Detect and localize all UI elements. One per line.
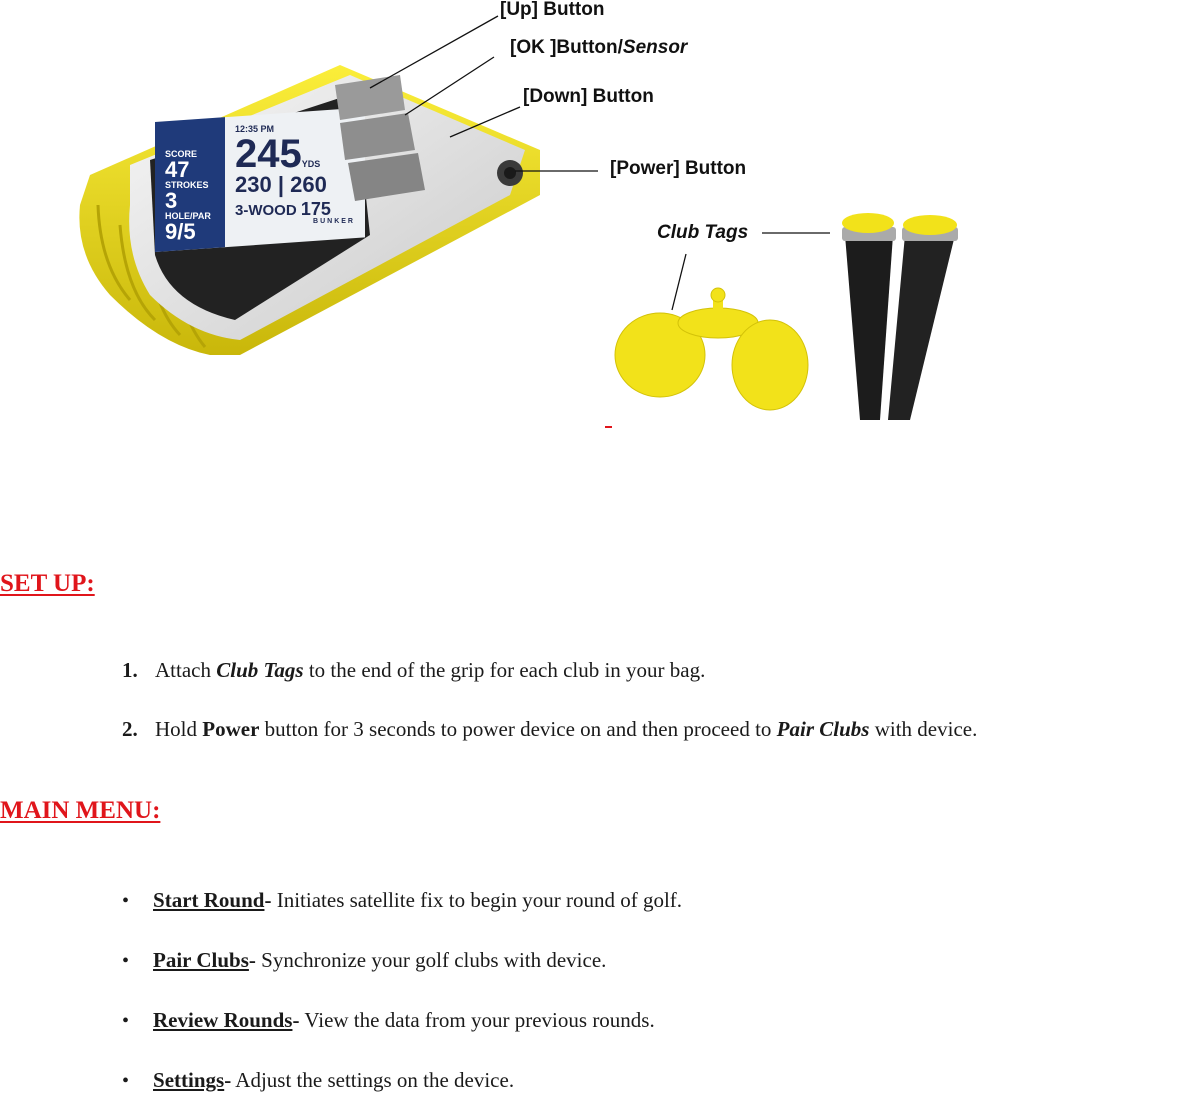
menu-item-term: Settings bbox=[153, 1068, 225, 1092]
device-screen-right: 12:35 PM 245YDS 230 | 260 3-WOOD 175 BUNKER bbox=[235, 125, 365, 225]
callout-power-button: [Power] Button bbox=[610, 158, 747, 179]
menu-item-text: Synchronize your golf clubs with device. bbox=[255, 948, 607, 972]
bullet-icon: • bbox=[122, 890, 130, 912]
step-term: Power bbox=[202, 717, 260, 741]
menu-item-settings bbox=[122, 1068, 514, 1093]
menu-item-term: Start Round bbox=[153, 888, 265, 912]
score-label: SCORE bbox=[165, 149, 198, 159]
hole-value: 9/5 bbox=[165, 219, 196, 244]
bullet-icon: • bbox=[122, 950, 130, 972]
callout-ok-button bbox=[510, 37, 687, 59]
step-number: 2. bbox=[122, 717, 138, 741]
setup-step-1 bbox=[122, 658, 705, 683]
callout-up-button: [Up] Button bbox=[500, 0, 605, 20]
step-term: Club Tags bbox=[216, 658, 304, 682]
menu-item-dash: - bbox=[292, 1008, 300, 1032]
main-menu-heading: MAIN MENU: bbox=[0, 797, 161, 824]
callout-down-button: [Down] Button bbox=[523, 86, 654, 107]
menu-item-text: Initiates satellite fix to begin your round of golf. bbox=[271, 888, 683, 912]
step-text: Attach bbox=[155, 658, 217, 682]
step-term: Pair Clubs bbox=[776, 717, 870, 741]
step-text: to the end of the grip for each club in your bag. bbox=[303, 658, 706, 682]
callout-sensor-label: Sensor bbox=[622, 37, 688, 58]
menu-item-dash: - bbox=[224, 1068, 232, 1092]
step-text: Hold bbox=[155, 717, 203, 741]
callout-ok-label: [OK ]Button/ bbox=[510, 37, 623, 58]
menu-item-dash: - bbox=[248, 948, 256, 972]
club-tags-illustration bbox=[610, 205, 970, 425]
clock: 12:35 PM bbox=[235, 124, 275, 134]
distance-unit: YDS bbox=[301, 159, 321, 169]
hazard-distance: 175 bbox=[300, 199, 331, 219]
menu-item-review-rounds bbox=[122, 1008, 655, 1033]
callout-leader-lines bbox=[0, 0, 1195, 440]
callout-club-tags: Club Tags bbox=[657, 222, 749, 243]
strokes-label: STROKES bbox=[165, 180, 209, 190]
setup-heading: SET UP: bbox=[0, 570, 95, 597]
step-number: 1. bbox=[122, 658, 138, 682]
setup-step-2 bbox=[122, 717, 977, 742]
menu-item-text: Adjust the settings on the device. bbox=[231, 1068, 515, 1092]
hole-label: HOLE/PAR bbox=[165, 211, 211, 221]
strokes-value: 3 bbox=[165, 188, 178, 213]
menu-item-dash: - bbox=[264, 888, 272, 912]
step-text: with device. bbox=[869, 717, 978, 741]
menu-item-term: Pair Clubs bbox=[153, 948, 249, 972]
score-value: 47 bbox=[165, 157, 190, 182]
menu-item-pair-clubs bbox=[122, 948, 606, 973]
front-distance: 230 bbox=[235, 172, 272, 197]
bullet-icon: • bbox=[122, 1010, 130, 1032]
menu-item-term: Review Rounds bbox=[153, 1008, 293, 1032]
back-distance: 260 bbox=[290, 172, 327, 197]
menu-item-text: View the data from your previous rounds. bbox=[299, 1008, 655, 1032]
hazard-label: BUNKER bbox=[313, 218, 355, 225]
bullet-icon: • bbox=[122, 1070, 130, 1092]
step-text: button for 3 seconds to power device on and then proceed to bbox=[259, 717, 777, 741]
menu-item-start-round bbox=[122, 888, 682, 913]
club-name: 3-WOOD bbox=[235, 202, 297, 219]
distance-value: 245 bbox=[235, 132, 302, 176]
